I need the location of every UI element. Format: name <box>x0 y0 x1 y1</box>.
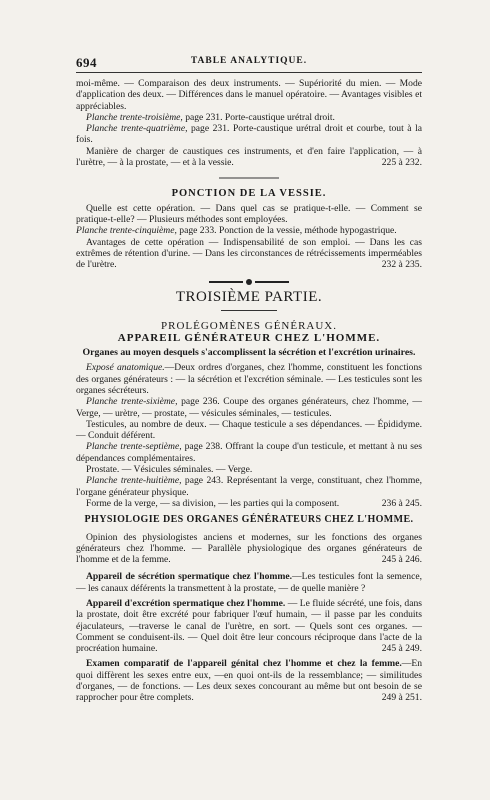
paragraph <box>76 362 422 396</box>
subheading-prolegomenes: PROLÉGOMÈNES GÉNÉRAUX. <box>161 319 337 332</box>
plate-text: , page 238. Offrant la coupe d'un testicule, et mettant à nu ses dépendances complémentaires. <box>76 441 422 464</box>
plate-label: Planche trente-troisième <box>86 111 181 123</box>
paragraph <box>76 146 422 169</box>
page-range: 232 à 235. <box>381 259 422 271</box>
paragraph: Prostate. — Vésicules séminales. — Verge. <box>86 464 253 476</box>
section-title: PONCTION DE LA VESSIE. <box>171 188 327 200</box>
plate-text: , page 236. Coupe des organes générateurs, chez l'homme, — Verge, — urètre, — prostate, — vésicules séminales, — testicules. <box>76 396 422 419</box>
plate-label: Planche trente-quatrième <box>86 123 186 135</box>
subheading-organes: Organes au moyen desquels s'accomplissent la sécrétion et l'excrétion urinaires. <box>82 347 416 359</box>
paragraph: moi-même. — Comparaison des deux instruments. — Supériorité du mien. — Mode d'application des deux. — Différences dans le manuel opératoire. — Avantages visibles et appréciables. <box>76 78 422 112</box>
plate-label: Planche trente-huitième <box>86 475 180 487</box>
paragraph-text: —En quoi diffèrent les sexes entre eux, —en quoi ont-ils de la ressemblance; — similitudes d'organes, — de fonctions. — Les deux sexes concourant au même but ont besoin de se rapprocher pour être complets. <box>76 658 422 704</box>
page-range: 236 à 245. <box>381 497 422 509</box>
paragraph-text: —Deux ordres d'organes, chez l'homme, constituent les fonctions des organes générateurs : — la sécrétion et l'excrétion séminale. — Les testicules sont les organes sécréteurs. <box>76 362 422 396</box>
part-title: TROISIÈME PARTIE. <box>175 289 323 306</box>
page-range: 245 à 249. <box>381 643 422 655</box>
plate-label: Planche trente-sixième <box>86 396 176 408</box>
part-ornament <box>76 278 422 286</box>
entry-heading: Appareil de sécrétion spermatique chez l'homme. <box>86 571 293 583</box>
paragraph-text: Avantages de cette opération — Indispensabilité de son emploi. — Dans les cas extrêmes de rétention d'urine. — Dans les circonstances de rétrécissements imperméables de l'urètre. <box>76 236 422 271</box>
ornament-icon <box>209 278 289 286</box>
plate-text: , page 233. Ponction de la vessie, méthode hypogastrique. <box>174 225 397 237</box>
paragraph-text: — Le fluide sécrété, une fois, dans la prostate, doit être excrété pour fabriquer l'œuf humain, — il passe par les conduits éjaculateurs, —traverse le canal de l'urètre, en sort. — Quels sont ces organes. — Comment se conduisent-ils. — Quel doit être leur concours réciproque dans l'acte de la procréation humaine. <box>76 597 422 655</box>
plate-text: , page 231. Porte-caustique urétral droit. <box>180 111 335 123</box>
section-title: PHYSIOLOGIE DES ORGANES GÉNÉRATEURS CHEZ L'HOMME. <box>84 514 414 526</box>
entry-heading: Appareil d'excrétion spermatique chez l'homme. <box>86 597 286 609</box>
part-underline <box>221 310 277 311</box>
entry-heading: Examen comparatif de l'appareil génital chez l'homme et chez la femme. <box>86 658 402 670</box>
paragraph-text: —Les testicules font la semence, — les canaux déférents la transmettent à la prostate, — de quelle manière ? <box>76 571 422 594</box>
plate-label: Planche trente-septième <box>86 441 180 453</box>
page-body <box>76 78 422 704</box>
page-header <box>76 55 422 71</box>
paragraph-text: Manière de charger de caustiques ces instruments, et d'en faire l'application, — à l'urètre, — à la prostate, — et à la vessie. <box>76 145 422 169</box>
plate-text: , page 231. Porte-caustique urétral droit et courbe, tout à la fois. <box>76 123 422 146</box>
page-number: 694 <box>76 55 97 70</box>
paragraph-text: Forme de la verge, — sa division, — les parties qui la composent. <box>86 497 340 509</box>
subheading-appareil: APPAREIL GÉNÉRATEUR CHEZ L'HOMME. <box>117 332 381 345</box>
paragraph <box>76 571 422 594</box>
paragraph <box>76 532 422 566</box>
header-rule <box>76 72 422 73</box>
paragraph <box>76 225 422 236</box>
paragraph <box>76 658 422 703</box>
page-range: 245 à 246. <box>381 554 422 566</box>
paragraph <box>76 498 422 509</box>
paragraph <box>76 441 422 464</box>
paragraph <box>76 396 422 419</box>
running-head: TABLE ANALYTIQUE. <box>190 56 308 66</box>
ornament-icon <box>219 175 279 181</box>
paragraph <box>76 475 422 498</box>
paragraph <box>76 598 422 654</box>
page-range: 225 à 232. <box>381 157 422 169</box>
section-ornament <box>76 174 422 182</box>
page-range: 249 à 251. <box>381 692 422 704</box>
plate-text: , page 243. Représentant la verge, constituant, chez l'homme, l'organe générateur physique. <box>76 475 422 498</box>
paragraph: Testicules, au nombre de deux. — Chaque testicule a ses dépendances. — Épididyme. — Conduit déférent. <box>76 418 422 442</box>
plate-label: Planche trente-cinquième <box>76 225 175 237</box>
paragraph-text: Opinion des physiologistes anciens et modernes, sur les fonctions des organes générateurs chez l'homme. — Parallèle physiologique des organes générateurs de l'homme et de la femme. <box>76 531 422 566</box>
paragraph: Quelle est cette opération. — Dans quel cas se pratique-t-elle. — Comment se pratique-t-elle? — Plusieurs méthodes sont employées. <box>76 202 422 225</box>
paragraph <box>76 237 422 271</box>
section-label: Exposé anatomique. <box>86 362 165 374</box>
paragraph <box>76 112 422 123</box>
paragraph <box>76 123 422 146</box>
